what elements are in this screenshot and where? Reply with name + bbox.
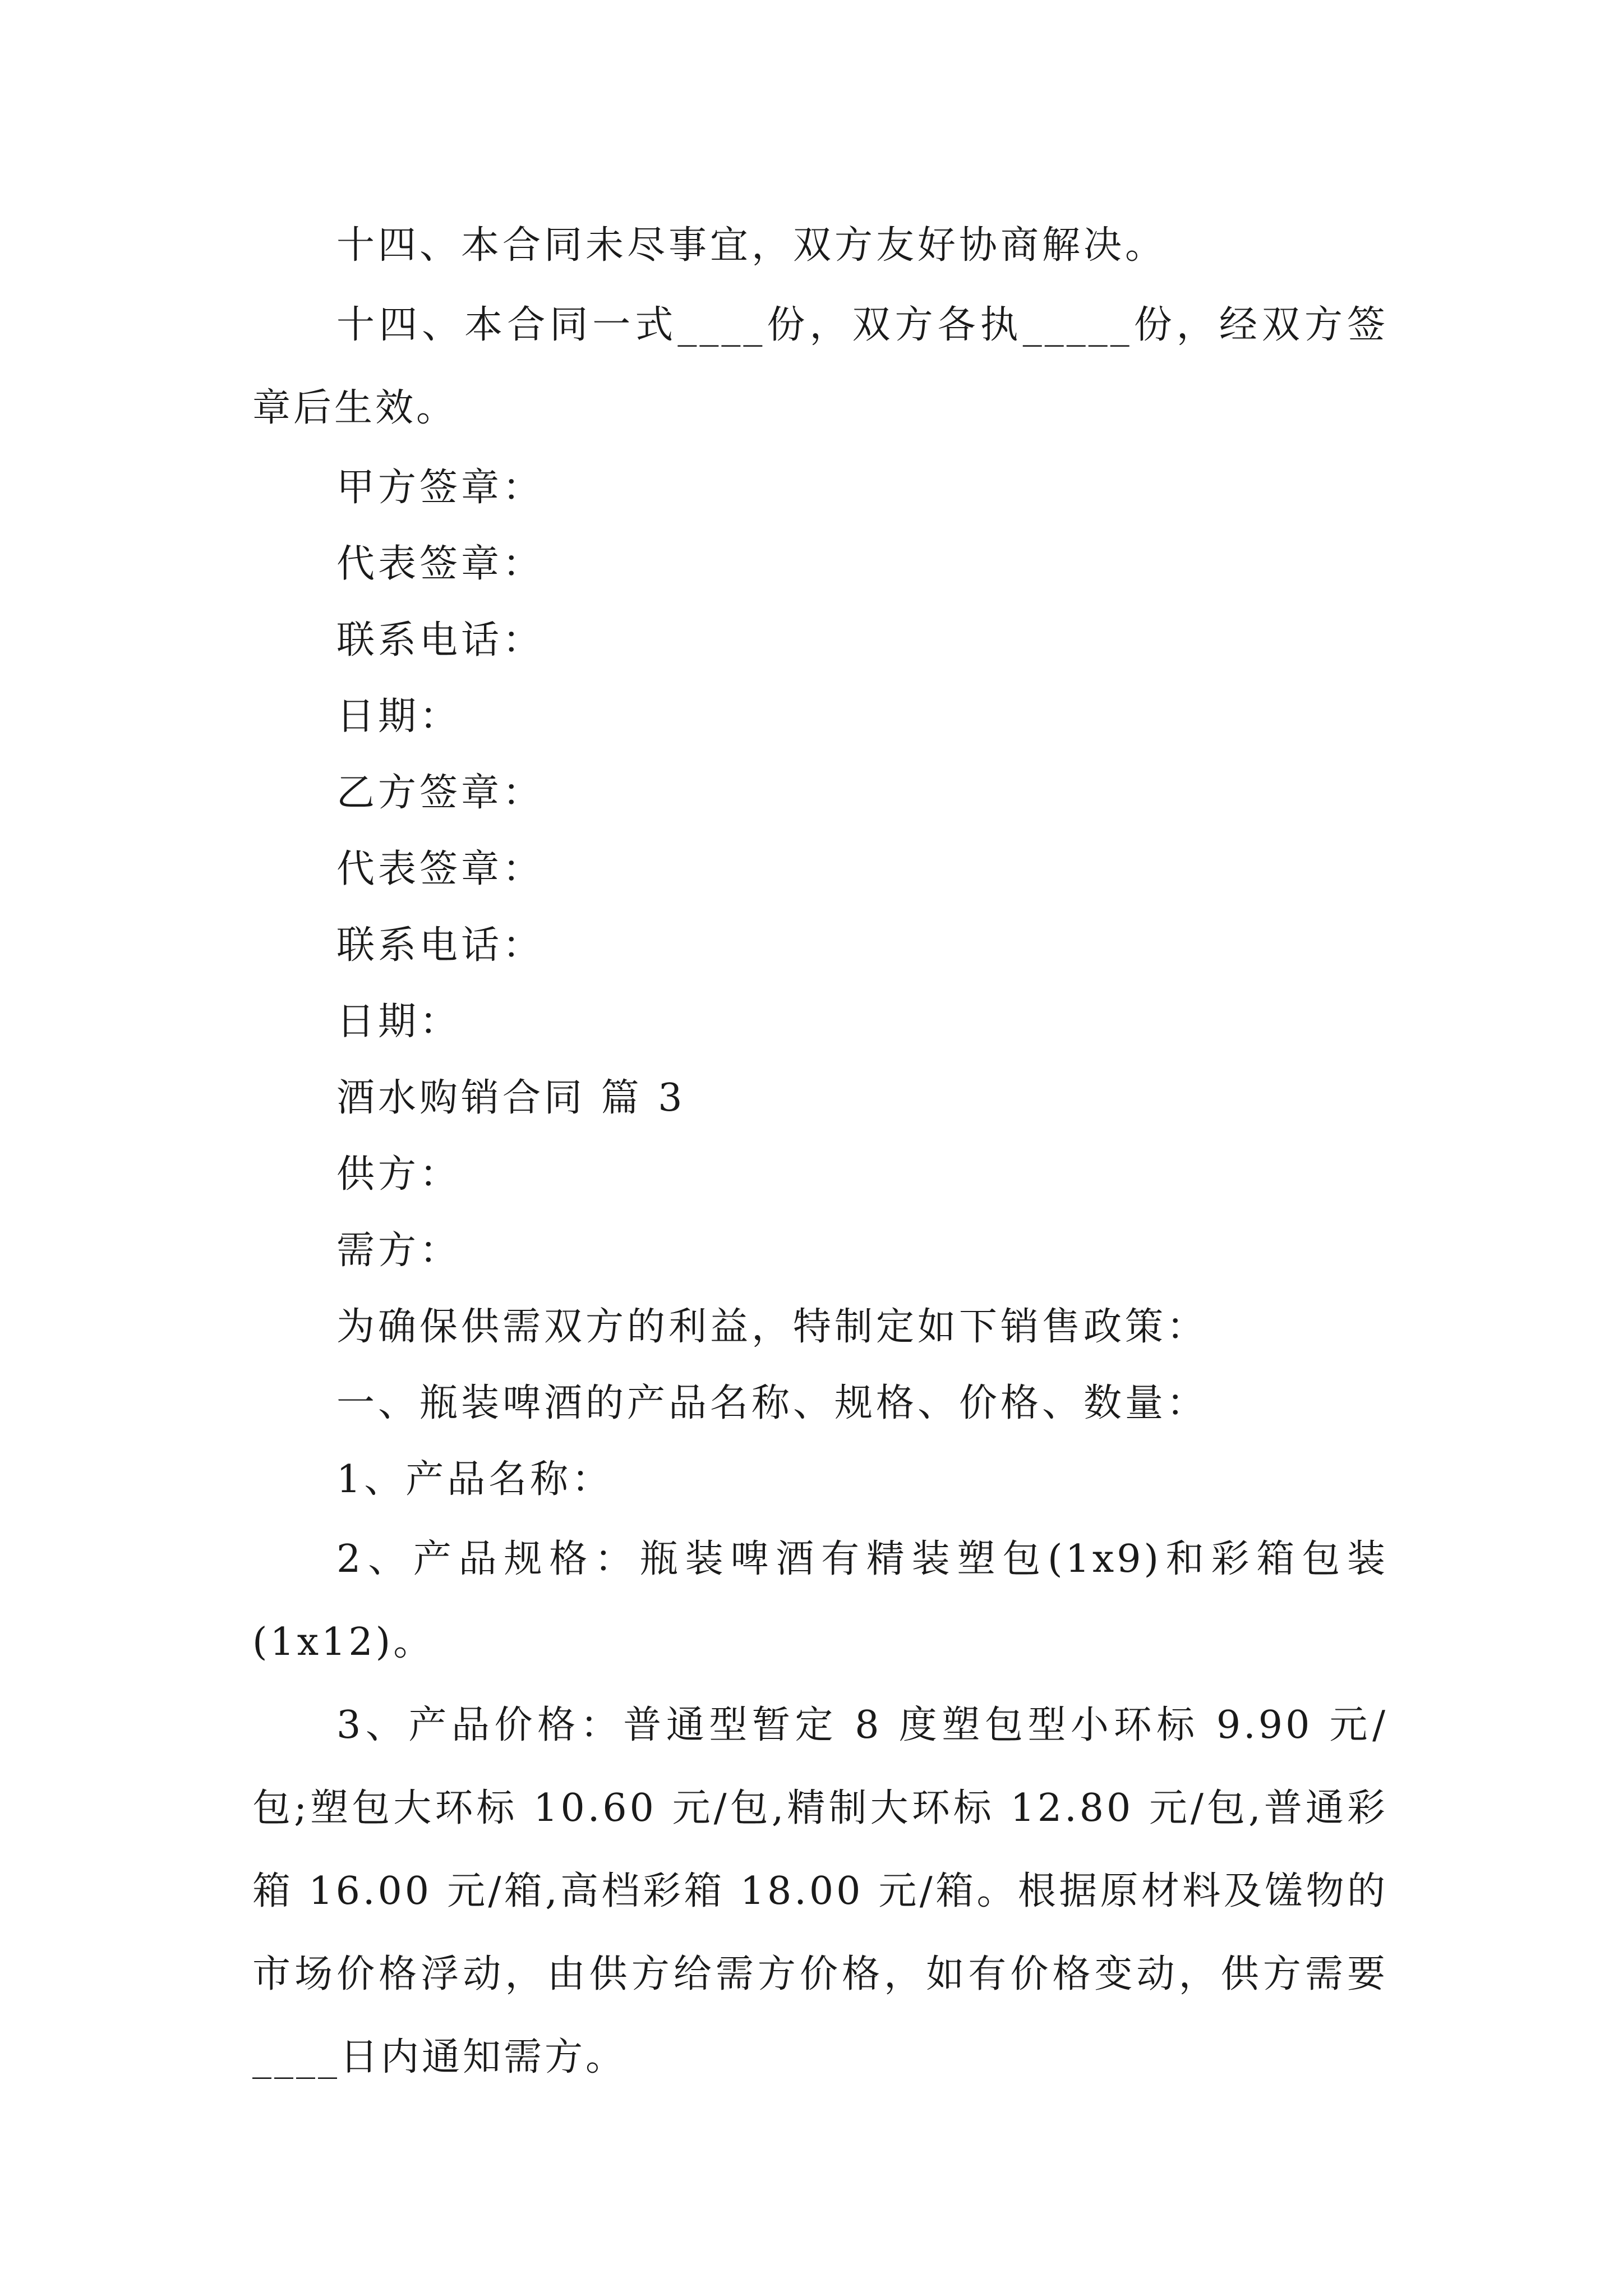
buyer-label: 需方： <box>336 1228 462 1273</box>
party-b-representative-label: 代表签章： <box>336 847 545 891</box>
item-2-product-spec: 2、产品规格：瓶装啤酒有精装塑包(1x9)和彩箱包装(1x12)。 <box>252 1537 1388 1664</box>
party-b-phone-label: 联系电话： <box>336 923 545 968</box>
supplier-label: 供方： <box>336 1152 462 1197</box>
item-1-product-name: 1、产品名称： <box>336 1457 614 1502</box>
policy-intro: 为确保供需双方的利益，特制定如下销售政策： <box>336 1305 1209 1349</box>
party-a-representative-label: 代表签章： <box>336 542 545 586</box>
contract-body <box>252 208 1388 2099</box>
party-b-signature-label: 乙方签章： <box>336 771 545 815</box>
party-a-signature-label: 甲方签章： <box>336 466 545 510</box>
item-3-product-price: 3、产品价格：普通型暂定 8 度塑包型小环标 9.90 元/包;塑包大环标 10.60 元/包,精制大环标 12.80 元/包,普通彩箱 16.00 元/箱,高档彩箱 18.00 元/箱。根据原材料及馐物的市场价格浮动，由供方给需方价格，如有价格变动，供方需要____日内通知需方。 <box>252 1703 1388 2079</box>
clause-14-unresolved-matters: 十四、本合同未尽事宜，双方友好协商解决。 <box>336 223 1167 268</box>
clause-14-copies: 十四、本合同一式____份，双方各执_____份，经双方签章后生效。 <box>252 303 1388 430</box>
party-a-phone-label: 联系电话： <box>336 618 545 662</box>
section-1-heading: 一、瓶装啤酒的产品名称、规格、价格、数量： <box>336 1381 1209 1425</box>
contract-section-title: 酒水购销合同 篇 3 <box>336 1076 686 1120</box>
party-b-date-label: 日期： <box>336 1000 462 1044</box>
party-a-date-label: 日期： <box>336 694 462 739</box>
